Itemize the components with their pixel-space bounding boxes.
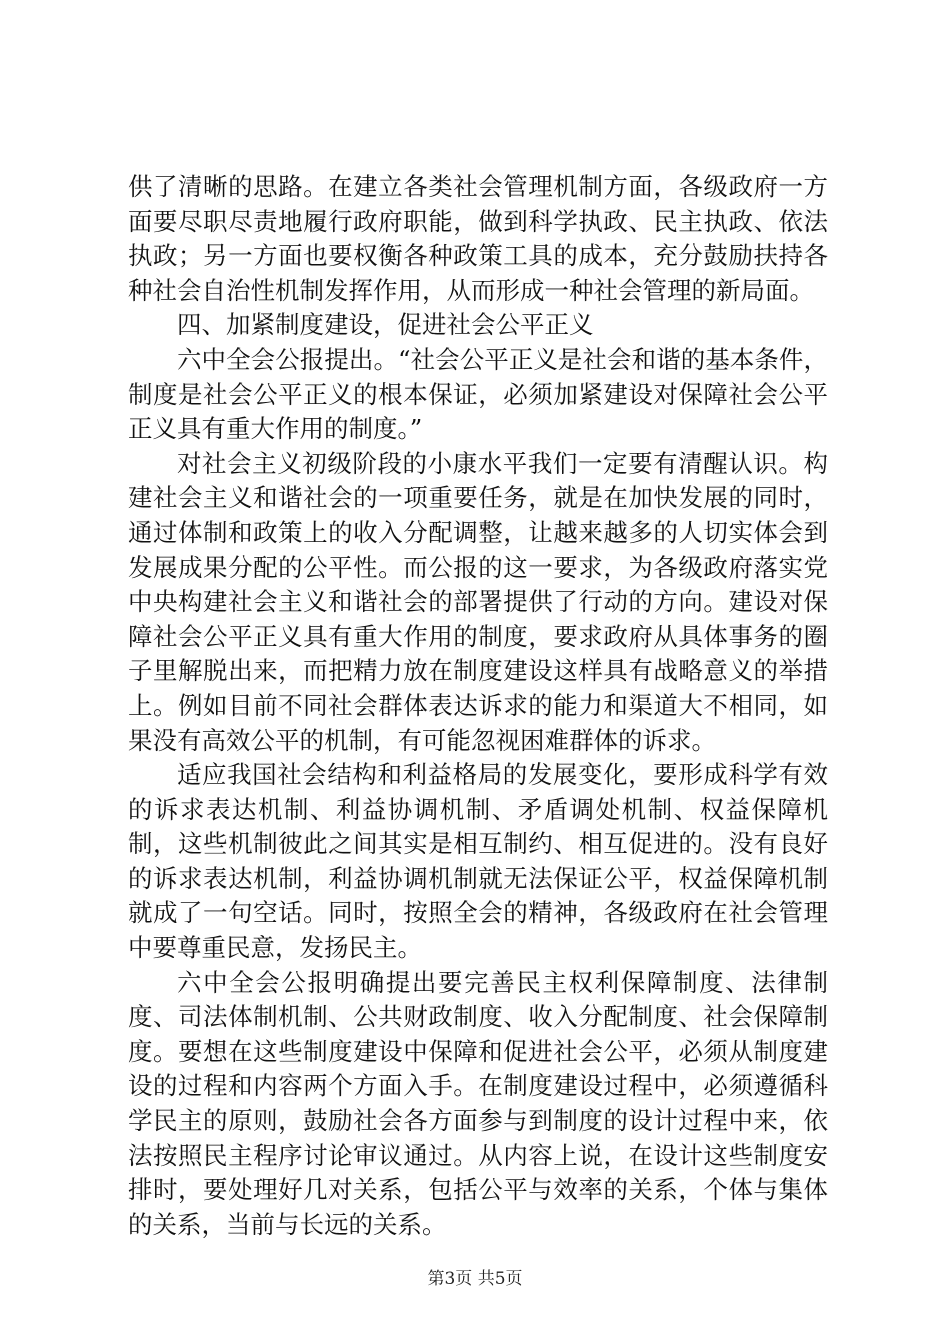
paragraph-1: 供了清晰的思路。在建立各类社会管理机制方面，各级政府一方面要尽职尽责地履行政府职能，做到科学执政、民主执政、依法执政；另一方面也要权衡各种政策工具的成本，充分鼓励扶持各种社会自治性机制发挥作用，从而形成一种社会管理的新局面。: [128, 172, 828, 305]
page-number-footer: 第3页 共5页: [427, 1269, 523, 1289]
paragraph-3: 六中全会公报提出。“社会公平正义是社会和谐的基本条件，制度是社会公平正义的根本保证，必须加紧建设对保障社会公平正义具有重大作用的制度。”: [128, 344, 828, 444]
paragraph-6: 六中全会公报明确提出要完善民主权利保障制度、法律制度、司法体制机制、公共财政制度、收入分配制度、社会保障制度。要想在这些制度建设中保障和促进社会公平，必须从制度建设的过程和内容两个方面入手。在制度建设过程中，必须遵循科学民主的原则，鼓励社会各方面参与到制度的设计过程中来，依法按照民主程序讨论审议通过。从内容上说，在设计这些制度安排时，要处理好几对关系，包括公平与效率的关系，个体与集体的关系，当前与长远的关系。: [128, 967, 828, 1239]
section-heading: 四、加紧制度建设，促进社会公平正义: [177, 310, 594, 340]
body-text: [128, 170, 828, 1242]
paragraph-4: 对社会主义初级阶段的小康水平我们一定要有清醒认识。构建社会主义和谐社会的一项重要任务，就是在加快发展的同时，通过体制和政策上的收入分配调整，让越来越多的人切实体会到发展成果分配的公平性。而公报的这一要求，为各级政府落实党中央构建社会主义和谐社会的部署提供了行动的方向。建设对保障社会公平正义具有重大作用的制度，要求政府从具体事务的圈子里解脱出来，而把精力放在制度建设这样具有战略意义的举措上。例如目前不同社会群体表达诉求的能力和渠道大不相同，如果没有高效公平的机制，有可能忽视困难群体的诉求。: [128, 448, 828, 755]
paragraph-5: 适应我国社会结构和利益格局的发展变化，要形成科学有效的诉求表达机制、利益协调机制、矛盾调处机制、权益保障机制，这些机制彼此之间其实是相互制约、相互促进的。没有良好的诉求表达机制，利益协调机制就无法保证公平，权益保障机制就成了一句空话。同时，按照全会的精神，各级政府在社会管理中要尊重民意，发扬民主。: [128, 760, 828, 963]
